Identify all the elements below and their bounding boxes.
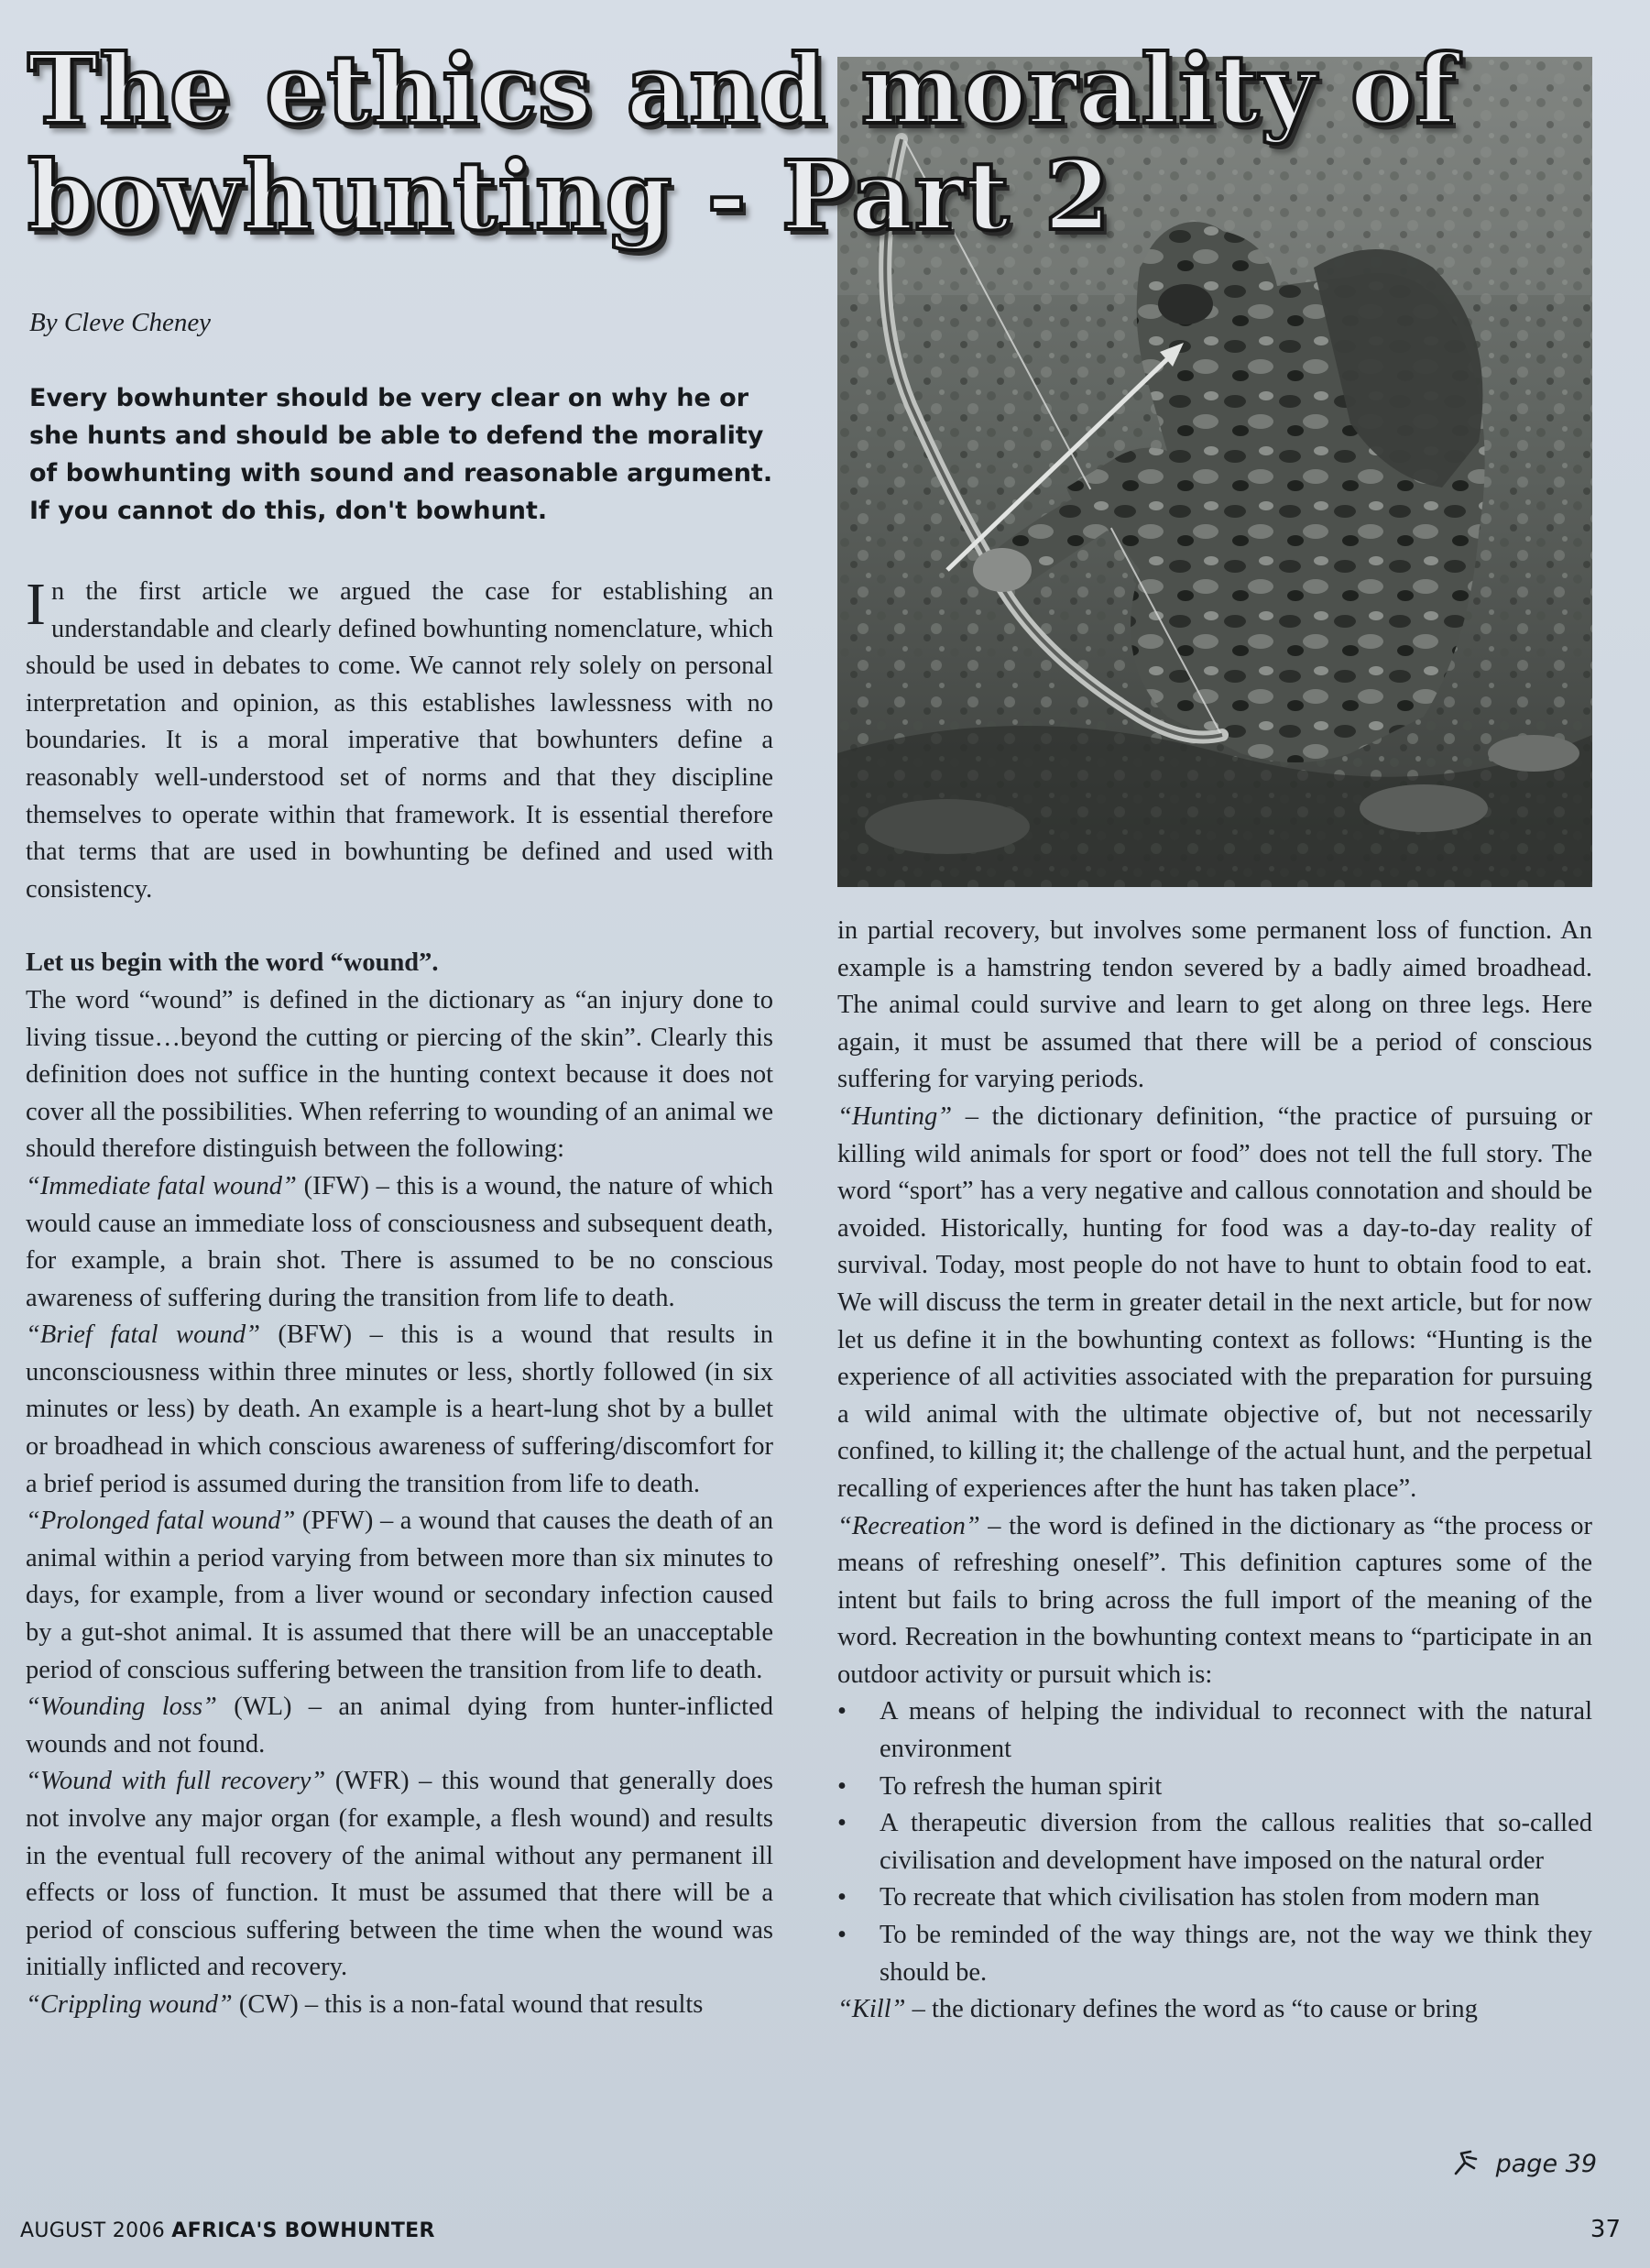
drop-cap: I	[26, 571, 46, 638]
title-line-1: The ethics and morality of	[27, 33, 1458, 146]
magazine-name: AFRICA'S BOWHUNTER	[171, 2219, 435, 2242]
list-item: • To refresh the human spirit	[837, 1769, 1592, 1806]
list-item: • A therapeutic diversion from the callous realities that so-called civilisation and development have imposed on the natural order	[837, 1805, 1592, 1879]
definition-text: (CW) – this is a non-fatal wound that results	[232, 1989, 704, 2019]
definition-item	[26, 1503, 773, 1689]
definition-term: “Wound with full recovery”	[26, 1767, 326, 1796]
definition-text: (BFW) – this is a wound that results in unconsciousness within three minutes or less, shortly followed (in six minutes or less) by death. An example is a heart-lung shot by a bullet or broadhead in which conscious awareness of suffering/discomfort for a brief period is assumed during the transition from life to death.	[26, 1320, 773, 1498]
right-column	[837, 913, 1592, 2029]
definition-term: “Immediate fatal wound”	[26, 1171, 297, 1200]
continued-label: page 39	[1495, 2150, 1597, 2178]
lead-paragraph: Every bowhunter should be very clear on why he or she hunts and should be able to defend the morality of bowhunting with sound and reasonable argument. If you cannot do this, don't bowhunt.	[29, 384, 773, 525]
definition-term: “Hunting”	[837, 1101, 953, 1131]
bullet-icon: •	[837, 1921, 847, 1950]
byline: By Cleve Cheney	[29, 308, 212, 337]
bullet-icon: •	[837, 1697, 847, 1726]
intro-text: n the first article we argued the case for establishing an understandable and clearly defined bowhunting nomenclature, which should be used in debates to come. We cannot rely solely on personal interpretation and opinion, as this establishes lawlessness with no boundaries. It is a moral imperative that bowhunters define a reasonably well-understood set of norms and that they discipline themselves to operate within that framework. It is essential therefore that terms that are used in bowhunting be defined and used with consistency.	[26, 577, 773, 904]
continued-on-page[interactable]	[1452, 2147, 1597, 2179]
definition-text: (IFW) – this is a wound, the nature of which would cause an immediate loss of consciousness and subsequent death, for example, a brain shot. There is assumed to be no conscious awareness of suffering during the transition from life to death.	[26, 1171, 773, 1312]
definition-item	[26, 1317, 773, 1503]
definition-text: – the dictionary definition, “the practice of pursuing or killing wild animals for sport or food” does not tell the full story. The word “sport” has a very negative and callous connotation and should be avoided. Historically, hunting for food was a day-to-day reality of survival. Today, most people do not have to hunt to obtain food to eat. We will discuss the term in greater detail in the next article, but for now let us define it in the bowhunting context as follows: “Hunting is the experience of all activities associated with the preparation for pursuing a wild animal with the ultimate objective of, but not necessarily confined, to killing it; the challenge of the actual hunt, and the perpetual recalling of experiences after the hunt has taken place”.	[837, 1101, 1592, 1503]
list-item: • A means of helping the individual to reconnect with the natural environment	[837, 1693, 1592, 1768]
definition-item	[26, 1168, 773, 1317]
crippling-continuation: in partial recovery, but involves some permanent loss of function. An example is a hamstring tendon severed by a badly aimed broadhead. The animal could survive and learn to get along on three legs. Here again, it must be assumed that there will be a period of conscious suffering for varying periods.	[837, 916, 1592, 1094]
definition-term: “Recreation”	[837, 1511, 980, 1540]
section-heading: Let us begin with the word “wound”.	[26, 948, 439, 978]
wound-definition: The word “wound” is defined in the dictionary as “an injury done to living tissue…beyond the cutting or piercing of the skin”. Clearly this definition does not suffice in the hunting context because it does not cover all the possibilities. When referring to wounding of an animal we should therefore distinguish between the following:	[26, 985, 773, 1164]
definition-item	[26, 1987, 773, 2024]
definition-item	[26, 1763, 773, 1987]
definition-term: “Kill”	[837, 1995, 906, 2024]
definition-item	[26, 1689, 773, 1763]
bullet-icon: •	[837, 1771, 847, 1801]
title-line-2: bowhunting - Part 2	[27, 139, 1112, 252]
definition-item-hunting	[837, 1099, 1592, 1508]
definition-text: – the word is defined in the dictionary as “the process or means of refreshing oneself”. This definition captures some of the intent but fails to bring across the full import of the meaning of the word. Recreation in the bowhunting context means to “participate in an outdoor activity or pursuit which is:	[837, 1511, 1592, 1689]
definition-item-kill	[837, 1991, 1592, 2029]
archer-icon	[1452, 2147, 1489, 2179]
article-title	[27, 33, 1622, 252]
page-number: 37	[1590, 2216, 1621, 2243]
issue-date: AUGUST 2006	[20, 2219, 165, 2242]
definition-item-recreation	[837, 1508, 1592, 1694]
definition-term: “Wounding loss”	[26, 1693, 217, 1722]
left-column	[26, 571, 774, 2024]
definition-term: “Crippling wound”	[26, 1989, 233, 2019]
recreation-bullet-list	[837, 1693, 1592, 1991]
definition-term: “Prolonged fatal wound”	[26, 1507, 296, 1536]
definition-text: (WL) – an animal dying from hunter-inflicted wounds and not found.	[26, 1693, 774, 1759]
page-footer	[20, 2219, 435, 2242]
definition-term: “Brief fatal wound”	[26, 1320, 260, 1350]
bullet-icon: •	[837, 1809, 847, 1838]
definition-text: (PFW) – a wound that causes the death of an animal within a period varying from between more than six minutes to days, for example, from a liver wound or secondary infection caused by a gut-shot animal. It is assumed that there will be an unacceptable period of conscious suffering between the transition from life to death.	[26, 1507, 773, 1684]
definition-text: – the dictionary defines the word as “to cause or bring	[905, 1995, 1478, 2024]
list-item: • To recreate that which civilisation has stolen from modern man	[837, 1879, 1592, 1917]
definition-text: (WFR) – this wound that generally does not involve any major organ (for example, a flesh wound) and results in the eventual full recovery of the animal without any permanent ill effects or loss of function. It must be assumed that there will be a period of conscious suffering between the time when the wound was initially inflicted and recovery.	[26, 1767, 773, 1982]
bullet-icon: •	[837, 1883, 847, 1912]
intro-paragraph	[26, 571, 773, 908]
list-item: • To be reminded of the way things are, not the way we think they should be.	[837, 1917, 1592, 1991]
